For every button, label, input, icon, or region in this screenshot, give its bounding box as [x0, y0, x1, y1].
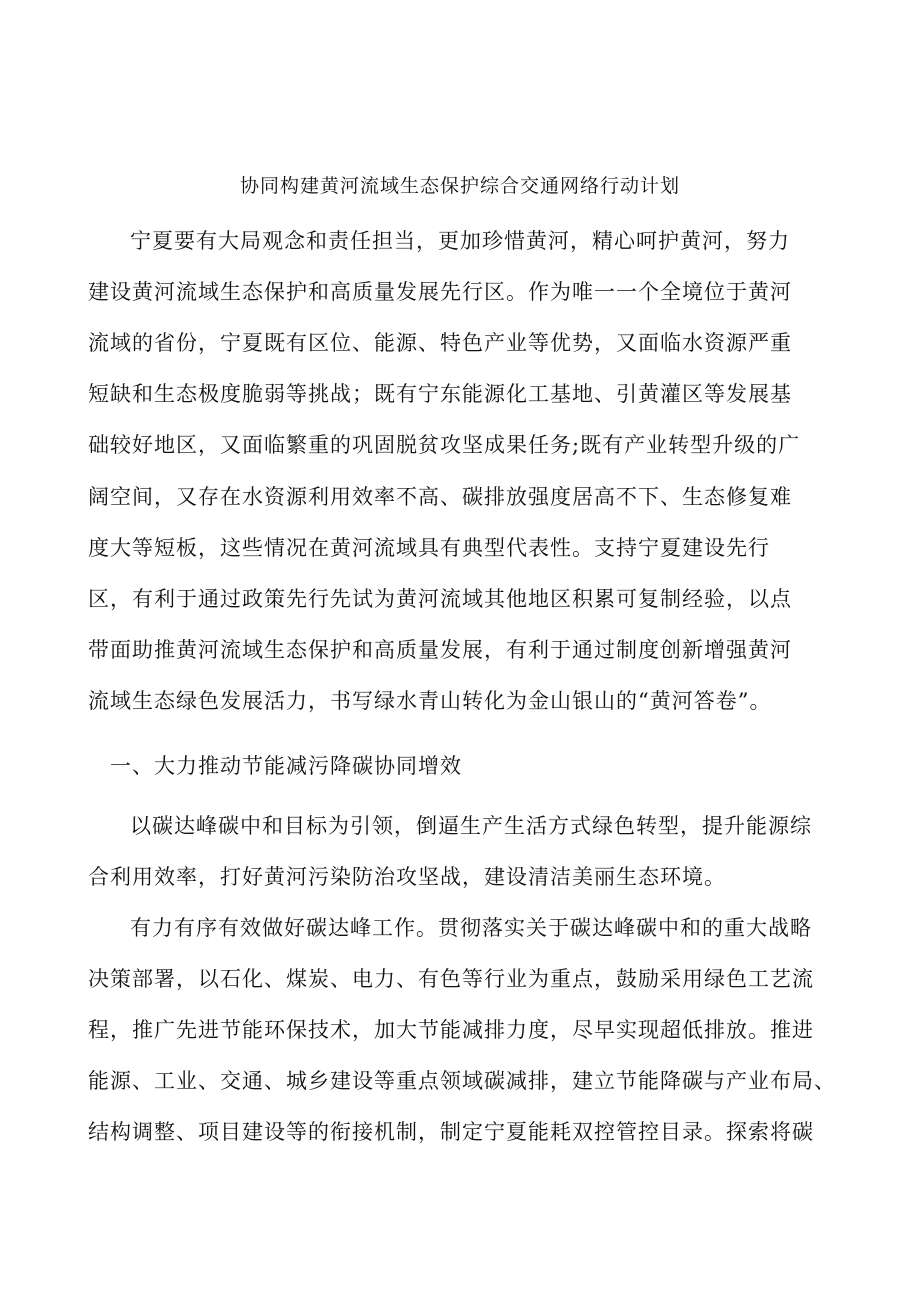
paragraph-line: 合利用效率，打好黄河污染防治攻坚战，建设清洁美丽生态环境。 [88, 865, 726, 889]
paragraph-line: 区，有利于通过政策先行先试为黄河流域其他地区积累可复制经验，以点 [88, 587, 792, 611]
paragraph-line: 宁夏要有大局观念和责任担当，更加珍惜黄河，精心呵护黄河，努力 [130, 229, 790, 253]
paragraph-line: 流域生态绿色发展活力，书写绿水青山转化为金山银山的“黄河答卷”。 [88, 689, 772, 713]
document-title: 协同构建黄河流域生态保护综合交通网络行动计划 [239, 175, 680, 197]
paragraph-line: 础较好地区，又面临繁重的巩固脱贫攻坚成果任务;既有产业转型升级的广 [88, 433, 801, 457]
paragraph-line: 程，推广先进节能环保技术，加大节能减排力度，尽早实现超低排放。推进 [88, 1018, 814, 1042]
paragraph-line: 短缺和生态极度脆弱等挑战；既有宁东能源化工基地、引黄灌区等发展基 [88, 382, 792, 406]
paragraph-line: 决策部署，以石化、煤炭、电力、有色等行业为重点，鼓励采用绿色工艺流 [88, 967, 814, 991]
paragraph-line: 能源、工业、交通、城乡建设等重点领域碳减排，建立节能降碳与产业布局、 [88, 1069, 836, 1093]
section-heading: 一、大力推动节能减污降碳协同增效 [110, 754, 462, 778]
paragraph-line: 流域的省份，宁夏既有区位、能源、特色产业等优势，又面临水资源严重 [88, 331, 792, 355]
paragraph-line: 带面助推黄河流域生态保护和高质量发展，有利于通过制度创新增强黄河 [88, 638, 792, 662]
paragraph-line: 有力有序有效做好碳达峰工作。贯彻落实关于碳达峰碳中和的重大战略 [130, 916, 812, 940]
paragraph-line: 度大等短板，这些情况在黄河流域具有典型代表性。支持宁夏建设先行 [88, 536, 770, 560]
paragraph-line: 阔空间，又存在水资源利用效率不高、碳排放强度居高不下、生态修复难 [88, 485, 792, 509]
paragraph-line: 以碳达峰碳中和目标为引领，倒逼生产生活方式绿色转型，提升能源综 [130, 814, 812, 838]
paragraph-line: 建设黄河流域生态保护和高质量发展先行区。作为唯一一个全境位于黄河 [88, 280, 792, 304]
paragraph-line: 结构调整、项目建设等的衔接机制，制定宁夏能耗双控管控目录。探索将碳 [88, 1120, 814, 1144]
